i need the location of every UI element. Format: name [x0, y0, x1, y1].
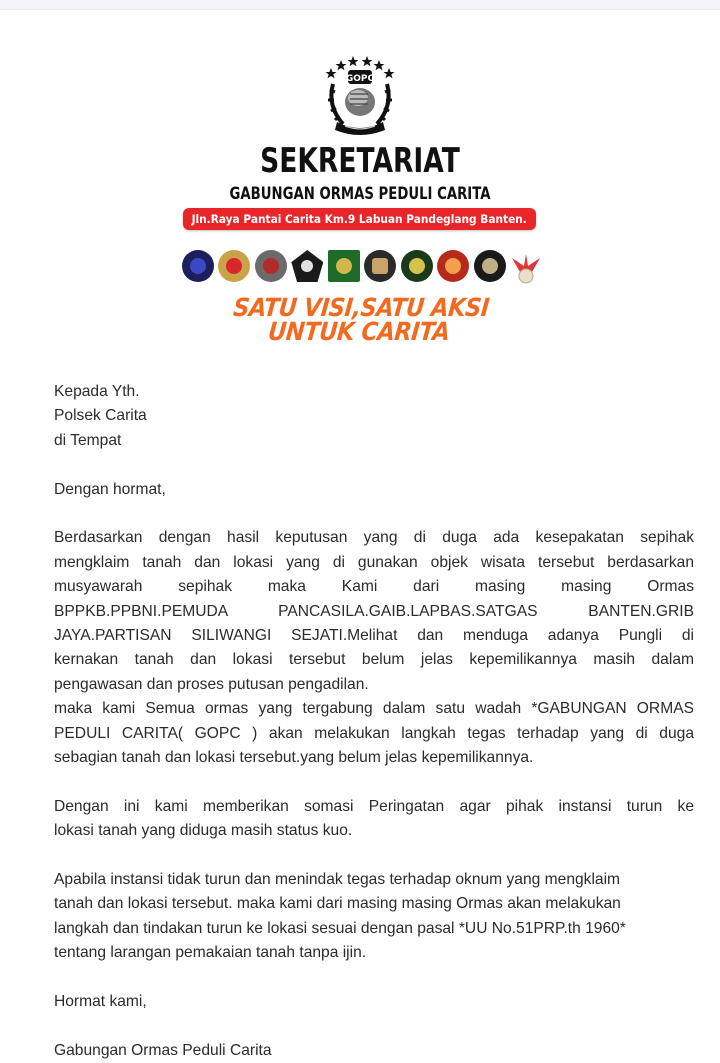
member-logo-6-icon [364, 250, 396, 282]
member-logo-8-icon [437, 250, 469, 282]
paragraph-line: maka kami Semua ormas yang tergabung dalam satu wadah *GABUNGAN ORMAS [54, 700, 694, 718]
paragraph-line: mengklaim tanah dan lokasi yang di gunakan objek wisata tersebut berdasarkan [54, 553, 694, 571]
paragraph-line: BPPKB.PPBNI.PEMUDA PANCASILA.GAIB.LAPBAS.SATGAS BANTEN.GRIB [54, 602, 694, 620]
app-top-bar [0, 0, 720, 10]
member-logos-row [182, 248, 542, 284]
paragraph-2 [54, 795, 694, 844]
member-logo-1-icon [182, 250, 214, 282]
paragraph-line: PEDULI CARITA( GOPC ) akan melakukan langkah tegas terhadap yang di duga [54, 724, 694, 742]
slogan-line-2: UNTUK CARITA [266, 317, 451, 346]
paragraph-line: Apabila instansi tidak turun dan menindak tegas terhadap oknum yang mengklaim [54, 871, 621, 889]
paragraph-line: musyawarah sepihak maka Kami dari masing masing Ormas [54, 578, 694, 596]
member-logo-5-icon [328, 250, 360, 282]
letterhead-subtitle: GABUNGAN ORMAS PEDULI CARITA [229, 184, 491, 204]
letterhead-address-banner [183, 208, 536, 230]
letter-body [54, 380, 694, 1063]
paragraph-line: kernakan tanah dan lokasi tersebut belum jelas kepemilikannya masih dalam [54, 651, 694, 669]
member-logo-4-icon [291, 250, 323, 282]
closing: Hormat kami, [54, 993, 147, 1011]
paragraph-line: Berdasarkan dengan hasil keputusan yang di duga ada kesepakatan sepihak [54, 529, 694, 547]
letterhead-address: Jln.Raya Pantai Carita Km.9 Labuan Pandeglang Banten. [191, 212, 528, 226]
member-logo-10-icon [510, 250, 542, 282]
svg-text:GOPC: GOPC [345, 74, 375, 84]
paragraph-line: lokasi tanah yang diduga masih status kuo. [54, 822, 353, 840]
greeting: Dengan hormat, [54, 480, 166, 498]
paragraph-line: JAYA.PARTISAN SILIWANGI SEJATI.Melihat dan menduga adanya Pungli di [54, 627, 694, 645]
letterhead-slogan [34, 293, 687, 346]
paragraph-line: pengawasan dan proses putusan pengadilan. [54, 675, 369, 693]
recipient-line: Polsek Carita [54, 407, 147, 425]
recipient-line: di Tempat [54, 431, 122, 449]
paragraph-line: tanah dan lokasi tersebut. maka kami dari masing masing Ormas akan melakukan [54, 895, 621, 913]
paragraph-line: langkah dan tindakan turun ke lokasi sesuai dengan pasal *UU No.51PRP.th 1960* [54, 919, 626, 937]
signature: Gabungan Ormas Peduli Carita [54, 1041, 272, 1059]
paragraph-line: sebagian tanah dan lokasi tersebut.yang belum jelas kepemilikannya. [54, 749, 534, 767]
paragraph-3 [54, 868, 694, 966]
recipient-line: Kepada Yth. [54, 383, 140, 400]
member-logo-3-icon [255, 250, 287, 282]
letter-page [0, 10, 720, 1059]
member-logo-2-icon [218, 250, 250, 282]
letterhead-title: SEKRETARIAT [260, 141, 460, 181]
gopc-emblem-icon [323, 54, 397, 138]
paragraph-line: Dengan ini kami memberikan somasi Peringatan agar pihak instansi turun ke [54, 797, 694, 815]
paragraph-1 [54, 526, 694, 770]
member-logo-9-icon [474, 250, 506, 282]
paragraph-line: tentang larangan pemakaian tanah tanpa ijin. [54, 944, 367, 962]
slogan-line-1: SATU VISI,SATU AKSI [231, 293, 491, 322]
member-logo-7-icon [401, 250, 433, 282]
